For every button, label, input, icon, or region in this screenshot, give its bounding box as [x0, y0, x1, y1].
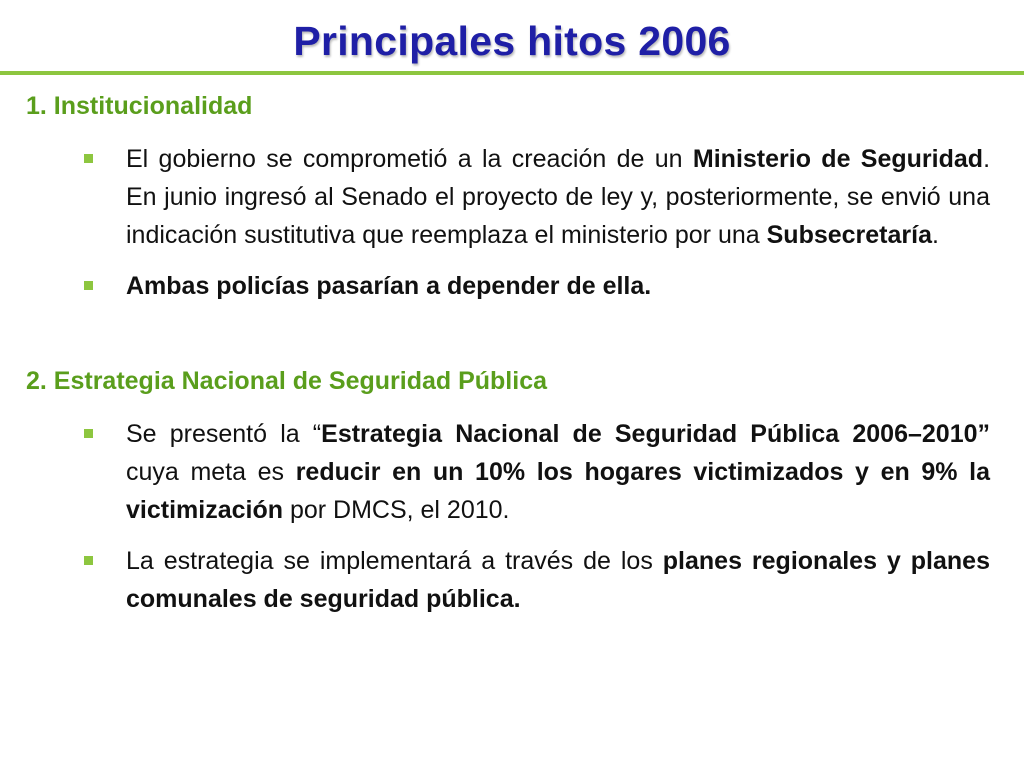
text-run: El gobierno se comprometió a la creación de un: [126, 145, 693, 173]
section-heading-estrategia: 2. Estrategia Nacional de Seguridad Pública: [26, 367, 547, 395]
square-bullet-icon: [84, 154, 93, 163]
text-run: por DMCS, el 2010.: [283, 496, 510, 524]
text-run: .: [932, 221, 939, 249]
text-run: La estrategia se implementará a través de los: [126, 547, 663, 575]
text-run: Se presentó la “: [126, 420, 322, 448]
bullet-text: [126, 547, 990, 613]
text-run-bold: Ministerio de Seguridad: [692, 145, 984, 173]
square-bullet-icon: [84, 281, 93, 290]
square-bullet-icon: [84, 556, 93, 565]
bullet-item: [22, 415, 990, 529]
text-run-bold: Ambas policías pasarían a depender de ella.: [126, 272, 652, 300]
square-bullet-icon: [84, 429, 93, 438]
bullet-text: [126, 145, 990, 249]
text-run: . En junio ingresó al Senado el proyecto de ley y, posteriormente, se envió una indicación sustitutiva que reemplaza el ministerio por una: [126, 145, 991, 249]
text-run-bold: Subsecretaría: [766, 221, 932, 249]
title-divider: [0, 71, 1024, 75]
text-run: cuya meta es: [126, 458, 296, 486]
bullet-item: [22, 267, 990, 305]
section-heading-institucionalidad: 1. Institucionalidad: [26, 92, 253, 120]
bullet-item: [22, 140, 990, 254]
text-run-bold: Estrategia Nacional de Seguridad Pública 2006–2010”: [321, 420, 990, 448]
slide-body: [22, 84, 990, 618]
bullet-text: [126, 272, 651, 300]
text-run-bold: reducir en un 10% los hogares victimizados y en 9% la victimización: [126, 458, 990, 524]
bullet-text: [126, 420, 990, 524]
slide-title: Principales hitos 2006: [293, 18, 731, 64]
bullet-item: [22, 542, 990, 618]
text-run-bold: planes regionales y planes comunales de seguridad pública.: [126, 547, 990, 613]
